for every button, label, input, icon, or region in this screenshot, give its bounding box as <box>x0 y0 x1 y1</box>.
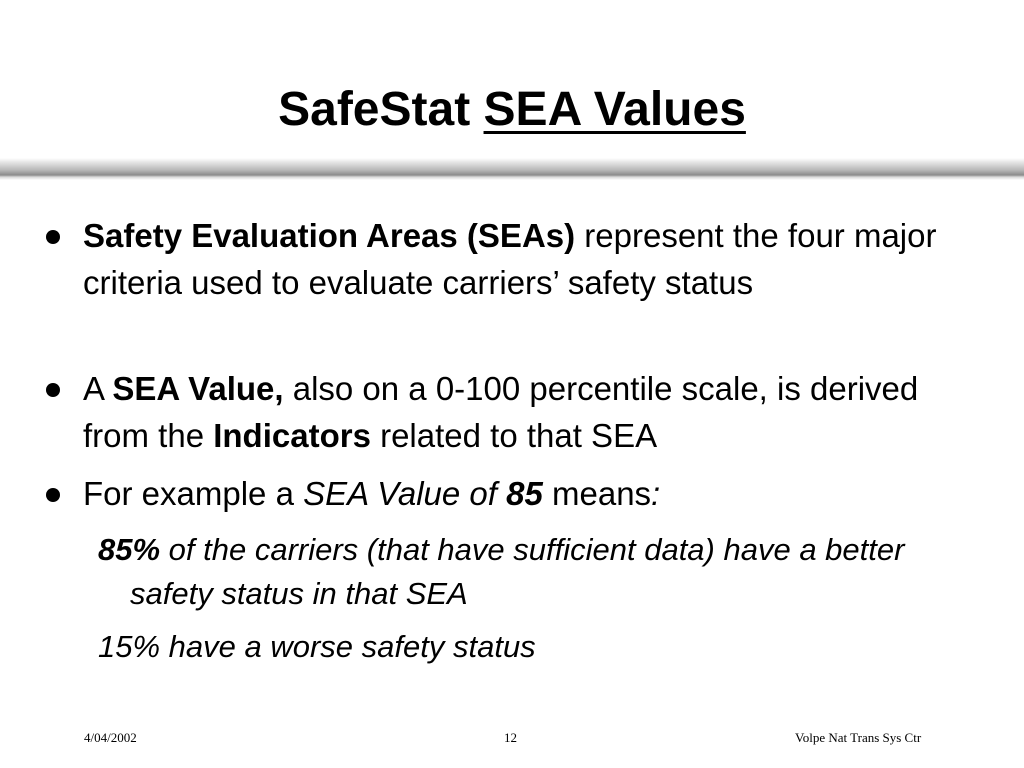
title-plain: SafeStat <box>278 83 471 136</box>
bullet-indicators-bold: Indicators <box>213 417 371 454</box>
sub-item-85 <box>98 528 978 616</box>
bullet-sea-value <box>83 365 983 459</box>
sub-item-85-bold: 85% <box>98 532 161 567</box>
bullet-seas <box>83 212 983 306</box>
bullet-dot <box>46 488 60 502</box>
sub-item-15 <box>98 625 978 669</box>
bullet-dot <box>46 383 60 397</box>
title-underlined: SEA Values <box>483 83 746 136</box>
sub-item-85-text: of the carriers (that have sufficient data) have a better safety status in that SEA <box>130 532 905 611</box>
sub-item-15-text: 15% have a worse safety status <box>98 629 536 664</box>
bullet-sea-value-end: related to that SEA <box>370 417 658 454</box>
bullet-dot <box>46 230 60 244</box>
title-divider <box>0 158 1024 180</box>
slide-title <box>0 80 1024 140</box>
bullet-seas-text: represent the four major criteria used to evaluate carriers’ safety status <box>83 217 937 301</box>
bullet-example <box>83 470 983 517</box>
bullet-seas-bold: Safety Evaluation Areas (SEAs) <box>83 217 576 254</box>
bullet-example-85: 85 <box>506 475 543 512</box>
bullet-example-colon: : <box>651 475 661 512</box>
bullet-sea-value-a: A <box>83 370 113 407</box>
bullet-sea-value-bold: SEA Value, <box>112 370 284 407</box>
footer-organization: Volpe Nat Trans Sys Ctr <box>795 730 922 745</box>
bullet-sea-value-mid: also on a 0-100 percentile scale, is derived from the <box>83 370 919 454</box>
bullet-example-mid: means <box>542 475 652 512</box>
bullet-example-italic: SEA Value of <box>303 475 507 512</box>
bullet-example-a: For example a <box>83 475 304 512</box>
footer-page-number: 12 <box>504 730 517 745</box>
footer-date: 4/04/2002 <box>84 730 137 745</box>
